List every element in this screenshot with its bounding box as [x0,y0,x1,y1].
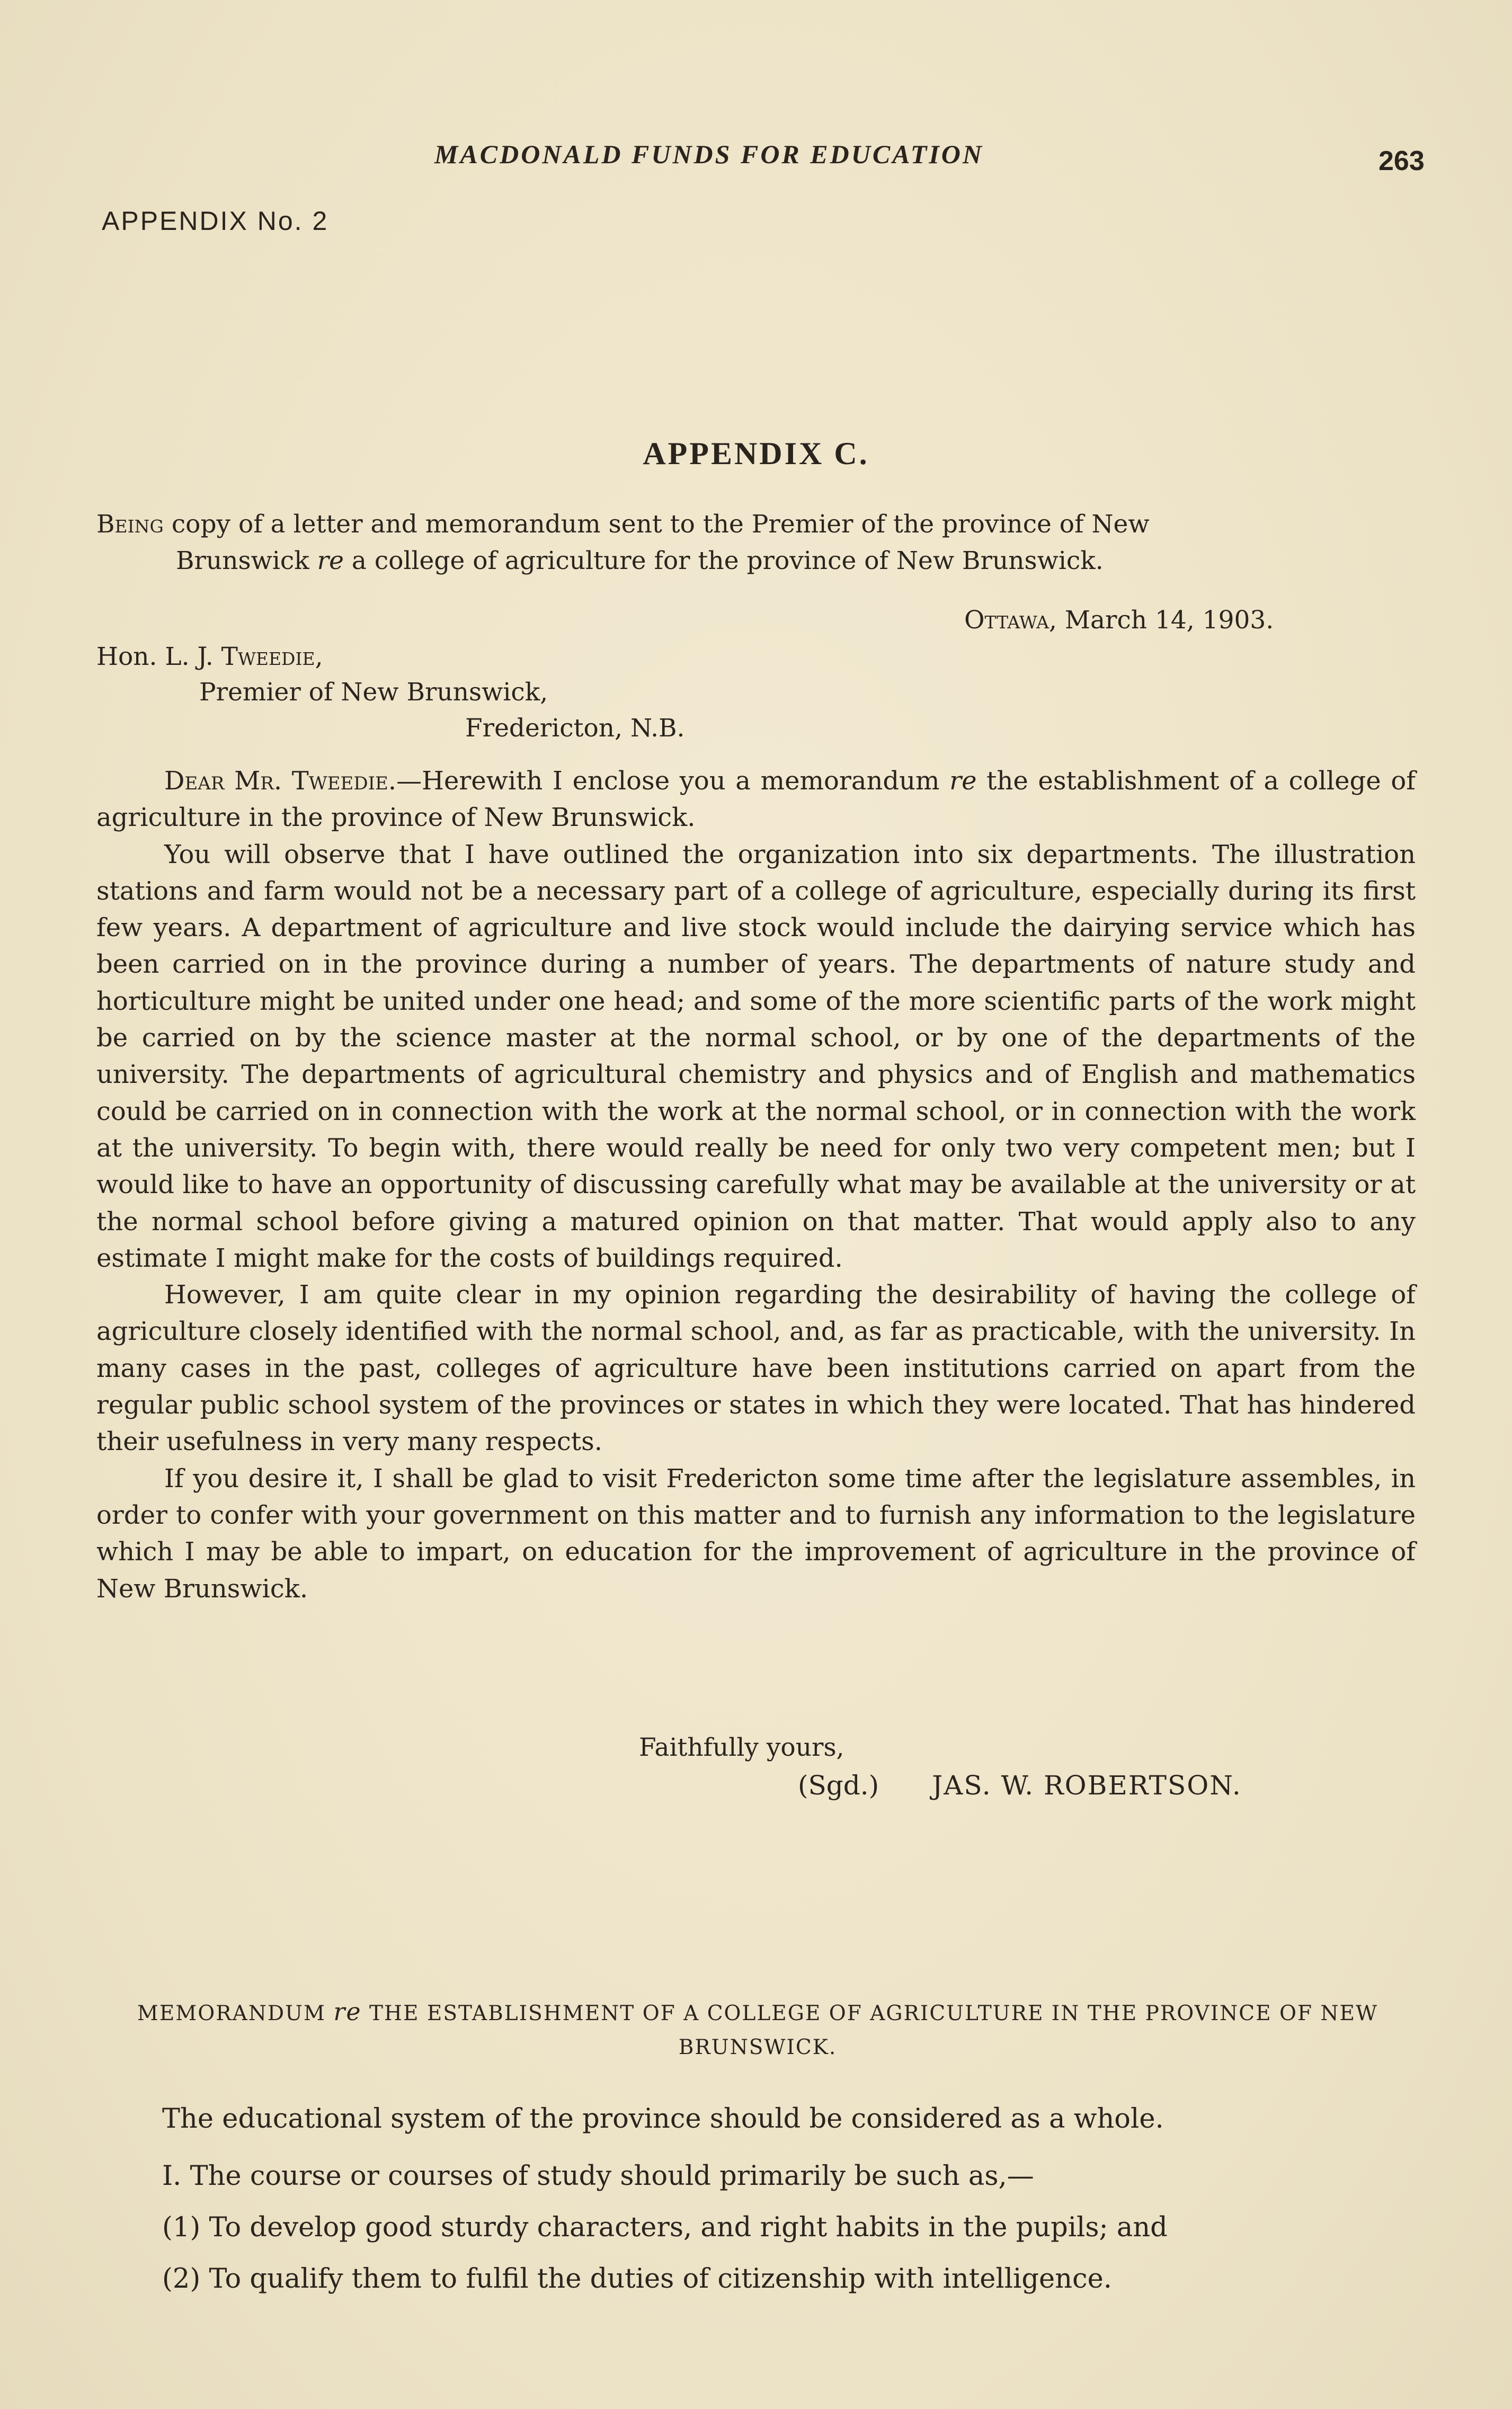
signed-marker: (Sgd.) [798,1770,879,1801]
p1-re: re [949,766,977,796]
intro-line1: copy of a letter and memorandum sent to the Premier of the province of New [163,510,1150,539]
addressee-name [96,638,323,675]
intro-line2 [96,543,1416,579]
memo-line-2: I. The course or courses of study should primarily be such as,— [162,2161,1034,2192]
memo-line-1: The educational system of the province should be considered as a whole. [162,2103,1164,2135]
intro-line2-a: Brunswick [176,546,317,575]
salutation: Dear Mr. Tweedie. [164,766,397,796]
memo-line-4: (2) To qualify them to fulfil the duties of citizenship with intelligence. [162,2263,1112,2295]
page-number: 263 [1378,146,1425,176]
intro-lead-word: Being [96,510,164,539]
memo-heading-a: MEMORANDUM [137,2002,334,2025]
memorandum-heading [90,1995,1425,2065]
memo-heading-b: THE ESTABLISHMENT OF A COLLEGE OF AGRICULTURE IN THE PROVINCE OF NEW BRUNSWICK. [361,2002,1378,2059]
dateline [964,602,1274,638]
letter-body [96,763,1416,1607]
p1-a: —Herewith I enclose you a memorandum [396,766,950,796]
addressee-title: Premier of New Brunswick, [199,678,548,707]
dateline-date: March 14, 1903. [1056,606,1274,635]
addressee-surname: Tweedie, [221,642,323,671]
memo-line-3: (1) To develop good sturdy characters, and right habits in the pupils; and [162,2212,1168,2243]
memo-heading-re: re [333,1997,362,2026]
appendix-heading: APPENDIX C. [643,436,869,471]
letter-paragraph-2: You will observe that I have outlined the organization into six departments. The illustration stations and farm would not be a necessary part of a college of agriculture, especially during its first few years. A department of agriculture and live stock would include the dairying service which has been carried on in the province during a number of years. The departments of nature study and horticulture might be united under one head; and some of the more scientific parts of the work might be carried on by the science master at the normal school, or by one of the departments of the university. The departments of agricultural chemistry and physics and of English and mathematics could be carried on in connection with the work at the normal school, or in connection with the work at the university. To begin with, there would really be need for only two very competent men; but I would like to have an opportunity of discussing carefully what may be available at the university or at the normal school before giving a matured opinion on that matter. That would apply also to any estimate I might make for the costs of buildings required. [96,839,1416,1273]
intro-line2-b: a college of agriculture for the province of New Brunswick. [343,546,1104,575]
letter-paragraph-1 [96,763,1416,837]
appendix-number: APPENDIX No. 2 [102,206,329,236]
intro-paragraph [96,506,1416,579]
letter-paragraph-3: However, I am quite clear in my opinion regarding the desirability of having the college of agriculture closely identified with the normal school, and, as far as practicable, with the university. In many cases in the past, colleges of agriculture have been institutions carried on apart from the regular public school system of the provinces or states in which they were located. That has hindered their usefulness in very many respects. [96,1280,1416,1457]
addressee-prefix: Hon. L. J. [96,642,221,671]
dateline-place: Ottawa, [964,606,1057,635]
addressee-location: Fredericton, N.B. [465,714,685,743]
signatory-name: JAS. W. ROBERTSON. [932,1770,1242,1801]
intro-line2-re: re [317,546,344,575]
running-head-title: MACDONALD FUNDS FOR EDUCATION [434,139,984,169]
signature-line [798,1767,1242,1804]
p1-b: the establishment of a college of agriculture in the province of New Brunswick. [96,766,1416,833]
letter-paragraph-4: If you desire it, I shall be glad to visit Fredericton some time after the legislature assembles, in order to confer with your government on this matter and to furnish any information to the legislature which I may be able to impart, on education for the improvement of agriculture in the province of New Brunswick. [96,1463,1416,1604]
letter-closing: Faithfully yours, [639,1733,844,1762]
